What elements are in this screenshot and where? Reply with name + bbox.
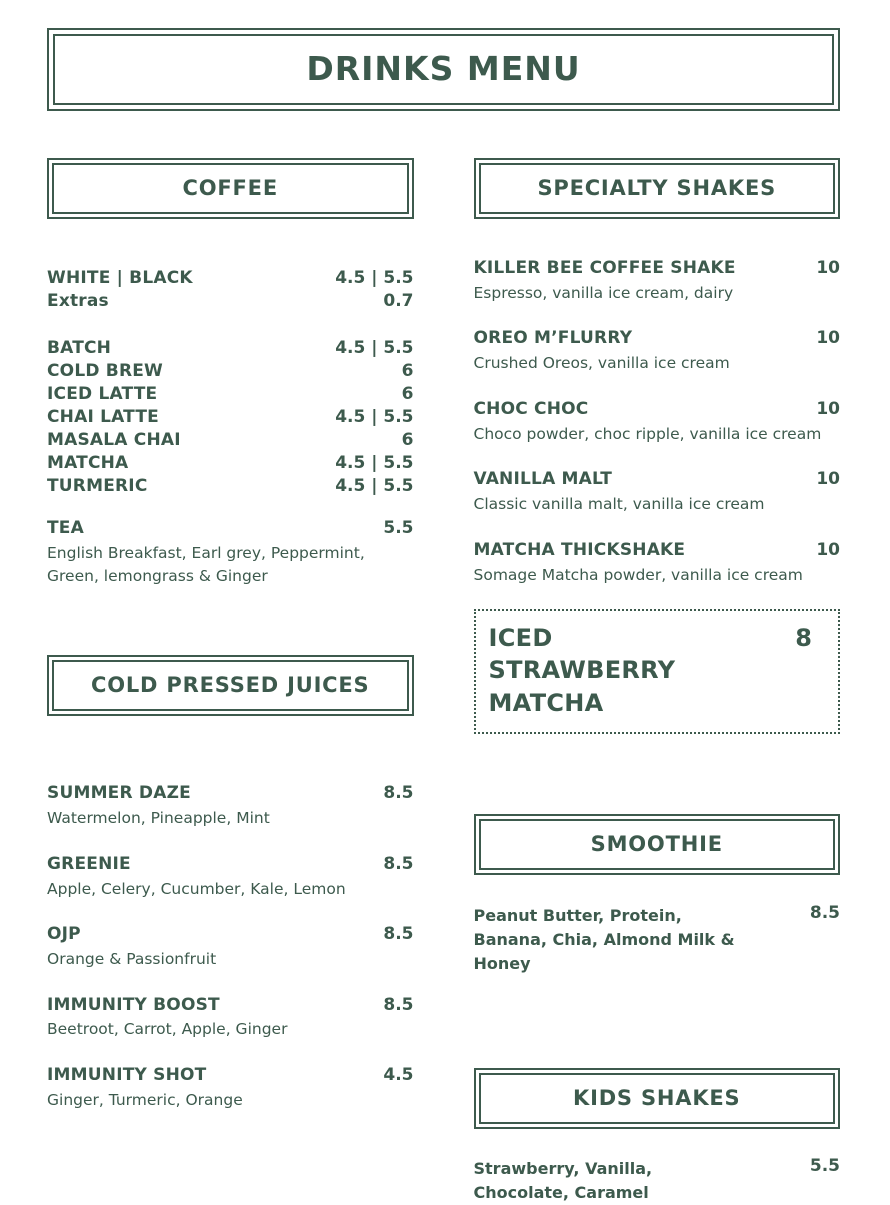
item-price: 8.5 xyxy=(809,903,840,924)
item-description: Choco powder, choc ripple, vanilla ice cream xyxy=(473,424,822,443)
item-price: 0.7 xyxy=(383,290,414,311)
coffee-group-white-black xyxy=(47,267,414,313)
item-price: 5.5 xyxy=(383,518,414,539)
item-price: 8.5 xyxy=(383,994,414,1015)
item-price: 5.5 xyxy=(809,1156,840,1177)
item-price: 10 xyxy=(816,328,840,349)
item-description: Watermelon, Pineapple, Mint xyxy=(47,809,270,828)
section-header-shakes xyxy=(474,158,841,219)
item-price: 10 xyxy=(816,539,840,560)
menu-title-box-inner xyxy=(53,34,834,105)
menu-item xyxy=(47,782,414,829)
item-name: TEA xyxy=(47,518,84,539)
menu-item xyxy=(47,853,414,900)
section-header-juices-label: COLD PRESSED JUICES xyxy=(52,660,409,711)
item-description: Orange & Passionfruit xyxy=(47,950,217,969)
item-name: COLD BREW xyxy=(47,360,164,381)
item-price: 6 xyxy=(401,360,414,381)
item-description: Classic vanilla malt, vanilla ice cream xyxy=(473,495,765,514)
menu-item xyxy=(474,257,841,304)
item-price: 4.5 xyxy=(383,1064,414,1085)
item-price: 8.5 xyxy=(383,924,414,945)
item-name: SUMMER DAZE xyxy=(47,783,191,804)
item-description: Ginger, Turmeric, Orange xyxy=(47,1090,243,1109)
item-name: ICED STRAWBERRY MATCHA xyxy=(488,624,676,717)
item-name: KILLER BEE COFFEE SHAKE xyxy=(473,258,736,278)
section-header-shakes-label: SPECIALTY SHAKES xyxy=(479,163,836,214)
item-description: Somage Matcha powder, vanilla ice cream xyxy=(473,565,803,584)
coffee-group-list xyxy=(47,337,414,498)
item-name: OREO M’FLURRY xyxy=(473,328,633,349)
menu-item xyxy=(47,406,414,429)
item-description: Beetroot, Carrot, Apple, Ginger xyxy=(47,1020,288,1039)
menu-item xyxy=(47,475,414,498)
section-header-coffee-label: COFFEE xyxy=(52,163,409,214)
menu-item xyxy=(474,1155,841,1205)
right-column xyxy=(474,158,841,1205)
item-price: 6 xyxy=(401,383,414,404)
item-name: Extras xyxy=(47,290,109,311)
menu-item xyxy=(47,290,414,313)
item-description: English Breakfast, Earl grey, Peppermint, Green, lemongrass & Ginger xyxy=(47,544,365,585)
menu-item xyxy=(474,468,841,515)
item-price: 8.5 xyxy=(383,853,414,874)
menu-item xyxy=(47,337,414,360)
menu-item xyxy=(47,267,414,290)
item-price: 4.5 | 5.5 xyxy=(335,475,414,496)
item-name: IMMUNITY SHOT xyxy=(47,1064,207,1085)
item-description: Apple, Celery, Cucumber, Kale, Lemon xyxy=(47,879,346,898)
item-price: 4.5 | 5.5 xyxy=(335,337,414,358)
menu-item xyxy=(474,398,841,445)
section-header-kids xyxy=(474,1068,841,1129)
page-title: DRINKS MENU xyxy=(306,49,581,88)
section-header-coffee xyxy=(47,158,414,219)
shakes-list xyxy=(474,257,841,586)
item-description: Espresso, vanilla ice cream, dairy xyxy=(473,283,734,302)
section-header-smoothie-label: SMOOTHIE xyxy=(479,819,836,870)
left-column xyxy=(47,158,414,1205)
menu-item xyxy=(47,1064,414,1111)
menu-item xyxy=(47,360,414,383)
menu-title-box xyxy=(47,28,840,111)
item-name: VANILLA MALT xyxy=(473,469,613,490)
item-description: Strawberry, Vanilla, Chocolate, Caramel xyxy=(473,1159,653,1203)
menu-item xyxy=(47,429,414,452)
item-name: WHITE | BLACK xyxy=(47,268,193,288)
item-name: CHOC CHOC xyxy=(473,398,589,419)
section-header-smoothie xyxy=(474,814,841,875)
menu-item xyxy=(47,452,414,475)
item-price: 4.5 | 5.5 xyxy=(335,452,414,473)
juices-list xyxy=(47,782,414,1111)
menu-item xyxy=(47,383,414,406)
menu-item xyxy=(47,923,414,970)
item-description: Peanut Butter, Protein, Banana, Chia, Almond Milk & Honey xyxy=(473,906,735,974)
menu-item-tea xyxy=(47,517,414,587)
item-name: TURMERIC xyxy=(47,475,148,496)
item-price: 8 xyxy=(795,624,812,653)
item-name: MASALA CHAI xyxy=(47,429,181,450)
item-name: MATCHA xyxy=(47,452,129,473)
item-name: IMMUNITY BOOST xyxy=(47,994,220,1015)
item-price: 8.5 xyxy=(383,783,414,804)
item-price: 10 xyxy=(816,469,840,490)
section-header-kids-label: KIDS SHAKES xyxy=(479,1073,836,1124)
item-description: Crushed Oreos, vanilla ice cream xyxy=(473,354,730,373)
item-name: MATCHA THICKSHAKE xyxy=(473,539,686,560)
featured-item-iced-strawberry-matcha xyxy=(474,609,841,734)
menu-item xyxy=(47,994,414,1041)
item-price: 10 xyxy=(816,258,840,278)
item-name: BATCH xyxy=(47,337,112,358)
menu-item xyxy=(474,327,841,374)
item-price: 4.5 | 5.5 xyxy=(335,268,414,288)
item-price: 6 xyxy=(401,429,414,450)
item-price: 10 xyxy=(816,398,840,419)
menu-item xyxy=(474,539,841,586)
item-price: 4.5 | 5.5 xyxy=(335,406,414,427)
menu-item xyxy=(474,902,841,976)
menu-columns xyxy=(47,158,840,1205)
item-name: GREENIE xyxy=(47,853,131,874)
section-header-juices xyxy=(47,655,414,716)
item-name: ICED LATTE xyxy=(47,383,158,404)
item-name: CHAI LATTE xyxy=(47,406,159,427)
item-name: OJP xyxy=(47,924,81,945)
